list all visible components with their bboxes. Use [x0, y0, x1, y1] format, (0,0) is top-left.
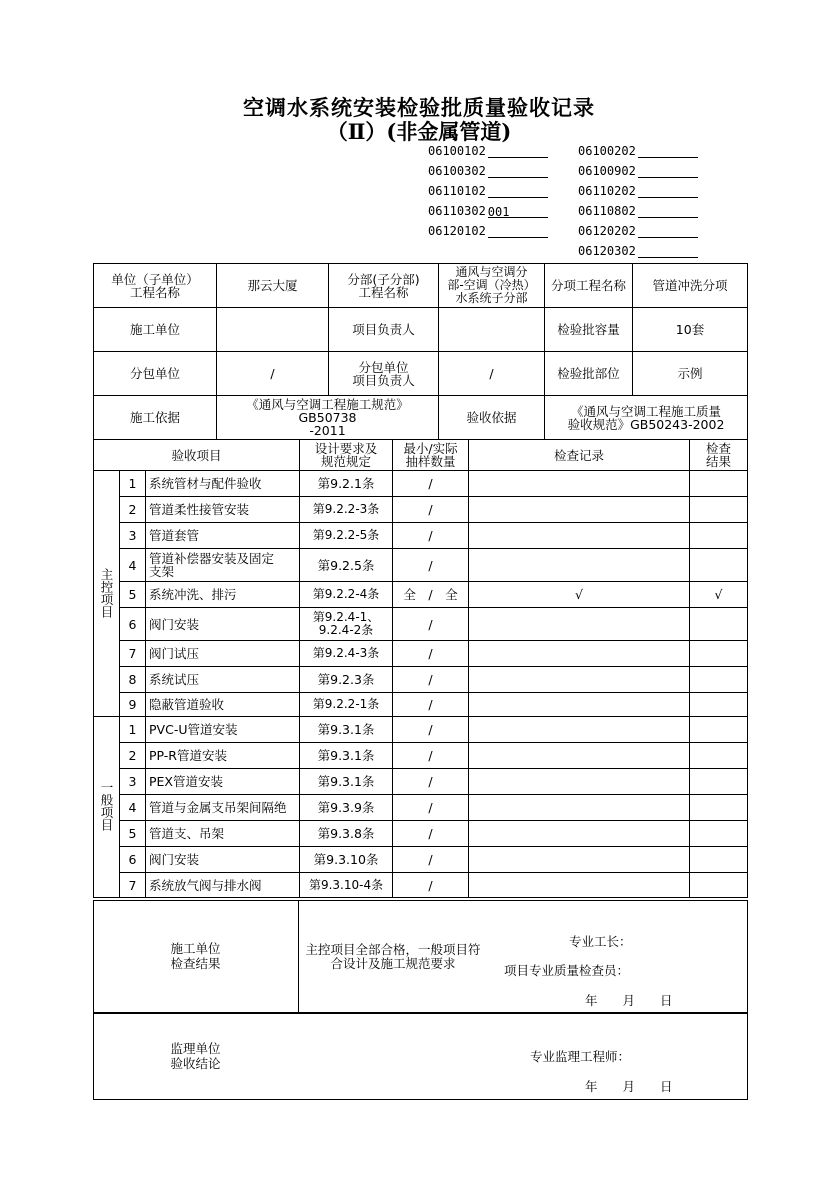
col-requirement-header: 设计要求及 规范规定 [300, 440, 393, 471]
table-row [94, 497, 748, 523]
item-number: 7 [120, 641, 146, 667]
table-row [94, 847, 748, 873]
code-number: 06120202 [578, 224, 636, 238]
item-requirement: 第9.2.5条 [300, 549, 393, 582]
item-number: 4 [120, 549, 146, 582]
code-entry [578, 184, 698, 198]
table-row [94, 873, 748, 898]
code-entry [428, 204, 548, 218]
item-name: PVC-U管道安装 [146, 717, 300, 743]
item-name: 系统管材与配件验收 [146, 471, 300, 497]
basis-label: 施工依据 [94, 396, 217, 440]
item-name: 管道套管 [146, 523, 300, 549]
item-sampling: 全 / 全 [393, 582, 469, 608]
item-sampling: / [393, 847, 469, 873]
basis-value: 《通风与空调工程施工规范》GB50738 -2011 [217, 396, 439, 440]
item-name: 系统放气阀与排水阀 [146, 873, 300, 898]
item-number: 8 [120, 667, 146, 693]
item-result [690, 717, 748, 743]
item-result [690, 608, 748, 641]
item-number: 1 [120, 717, 146, 743]
subitem-value: 管道冲洗分项 [633, 264, 748, 308]
item-result [690, 549, 748, 582]
item-number: 1 [120, 471, 146, 497]
table-row [94, 717, 748, 743]
item-requirement: 第9.2.1条 [300, 471, 393, 497]
item-record [469, 667, 690, 693]
contractor-conclusion: 主控项目全部合格，一般项目符 合设计及施工规范要求 [305, 942, 481, 971]
code-fill-line [488, 145, 548, 158]
item-requirement: 第9.3.1条 [300, 717, 393, 743]
item-sampling: / [393, 667, 469, 693]
general-group [94, 717, 120, 898]
item-record [469, 549, 690, 582]
code-number: 06100202 [578, 144, 636, 158]
item-sampling: / [393, 693, 469, 717]
item-record [469, 608, 690, 641]
item-name: 系统试压 [146, 667, 300, 693]
item-record [469, 717, 690, 743]
code-fill-line [638, 245, 698, 258]
contractor-value [217, 308, 329, 352]
table-row [94, 608, 748, 641]
item-number: 5 [120, 821, 146, 847]
subitem-label: 分项工程名称 [545, 264, 633, 308]
form-title: 空调水系统安装检验批质量验收记录 [243, 95, 595, 120]
code-entry [428, 144, 548, 158]
division-label: 分部(子分部) 工程名称 [329, 264, 439, 308]
item-number: 3 [120, 769, 146, 795]
item-sampling: / [393, 873, 469, 898]
table-row [94, 743, 748, 769]
code-fill-line [638, 165, 698, 178]
header-table [93, 263, 748, 440]
code-fill-line: 001 [488, 205, 548, 218]
supervisor-check-label: 监理单位 验收结论 [170, 1041, 221, 1071]
item-record [469, 795, 690, 821]
code-fill-line [488, 225, 548, 238]
item-sampling: / [393, 743, 469, 769]
code-number: 06100302 [428, 164, 486, 178]
code-fill-line [638, 205, 698, 218]
code-fill-line [638, 225, 698, 238]
item-name: 阀门安装 [146, 847, 300, 873]
code-fill-line [638, 185, 698, 198]
code-number: 06100102 [428, 144, 486, 158]
item-number: 6 [120, 847, 146, 873]
item-sampling: / [393, 641, 469, 667]
col-record-header: 检查记录 [469, 440, 690, 471]
location-value: 示例 [633, 352, 748, 396]
item-record [469, 641, 690, 667]
item-requirement: 第9.2.2-3条 [300, 497, 393, 523]
item-requirement: 第9.3.10-4条 [300, 873, 393, 898]
item-sampling: / [393, 471, 469, 497]
item-name: PEX管道安装 [146, 769, 300, 795]
col-sampling-header: 最小/实际 抽样数量 [393, 440, 469, 471]
item-requirement: 第9.2.4-3条 [300, 641, 393, 667]
item-sampling: / [393, 795, 469, 821]
code-entry [578, 164, 698, 178]
main-control-group-label: 主控项目 [99, 567, 114, 618]
item-result [690, 693, 748, 717]
capacity-value: 10套 [633, 308, 748, 352]
table-row [94, 769, 748, 795]
capacity-label: 检验批容量 [545, 308, 633, 352]
unit-value: 那云大厦 [217, 264, 329, 308]
item-result [690, 667, 748, 693]
item-name: 管道支、吊架 [146, 821, 300, 847]
col-item-header: 验收项目 [94, 440, 300, 471]
table-row [94, 549, 748, 582]
item-sampling: / [393, 769, 469, 795]
item-requirement: 第9.2.2-1条 [300, 693, 393, 717]
item-result [690, 523, 748, 549]
item-result [690, 641, 748, 667]
code-entry [578, 204, 698, 218]
item-name: 隐蔽管道验收 [146, 693, 300, 717]
code-number: 06100902 [578, 164, 636, 178]
table-row [94, 582, 748, 608]
pm-value [439, 308, 545, 352]
contractor-check-label: 施工单位 检查结果 [170, 941, 221, 971]
supervisor-date: 年 月 日 [585, 1079, 673, 1094]
item-result [690, 821, 748, 847]
code-fill-line [638, 145, 698, 158]
code-entry [428, 184, 548, 198]
accept-basis-label: 验收依据 [439, 396, 545, 440]
pm-label: 项目负责人 [329, 308, 439, 352]
sub-pm-label: 分包单位 项目负责人 [329, 352, 439, 396]
item-number: 7 [120, 873, 146, 898]
item-number: 3 [120, 523, 146, 549]
item-name: PP-R管道安装 [146, 743, 300, 769]
subcontractor-value: / [217, 352, 329, 396]
table-row [94, 641, 748, 667]
subcontractor-label: 分包单位 [94, 352, 217, 396]
item-record [469, 847, 690, 873]
item-record [469, 693, 690, 717]
main-control-group [94, 471, 120, 717]
code-fill-line [488, 185, 548, 198]
code-entry [428, 164, 548, 178]
item-result [690, 847, 748, 873]
item-record [469, 821, 690, 847]
item-record [469, 523, 690, 549]
item-number: 9 [120, 693, 146, 717]
contractor-date: 年 月 日 [585, 993, 673, 1008]
item-requirement: 第9.3.9条 [300, 795, 393, 821]
code-number: 06120302 [578, 244, 636, 258]
code-number: 06110202 [578, 184, 636, 198]
item-requirement: 第9.2.4-1、 9.2.4-2条 [300, 608, 393, 641]
foreman-label: 专业工长： [569, 934, 632, 949]
item-name: 阀门安装 [146, 608, 300, 641]
contractor-label: 施工单位 [94, 308, 217, 352]
item-name: 管道与金属支吊架间隔绝 [146, 795, 300, 821]
supervisor-engineer-label: 专业监理工程师： [530, 1049, 631, 1064]
item-requirement: 第9.2.2-4条 [300, 582, 393, 608]
code-number: 06110802 [578, 204, 636, 218]
sub-pm-value: / [439, 352, 545, 396]
item-result [690, 873, 748, 898]
item-number: 5 [120, 582, 146, 608]
item-sampling: / [393, 549, 469, 582]
item-record [469, 769, 690, 795]
item-number: 4 [120, 795, 146, 821]
item-record: √ [469, 582, 690, 608]
item-record [469, 471, 690, 497]
inspection-items-table [93, 439, 748, 898]
item-requirement: 第9.3.1条 [300, 769, 393, 795]
item-result [690, 471, 748, 497]
item-record [469, 497, 690, 523]
item-name: 管道柔性接管安装 [146, 497, 300, 523]
item-sampling: / [393, 608, 469, 641]
inspector-label: 项目专业质量检查员： [504, 963, 630, 978]
item-result [690, 795, 748, 821]
item-name: 系统冲洗、排污 [146, 582, 300, 608]
code-number: 06110102 [428, 184, 486, 198]
code-entry [578, 144, 698, 158]
item-number: 6 [120, 608, 146, 641]
table-row [94, 471, 748, 497]
code-number: 06110302 [428, 204, 486, 218]
item-result [690, 743, 748, 769]
item-number: 2 [120, 497, 146, 523]
item-sampling: / [393, 523, 469, 549]
code-fill-line [488, 165, 548, 178]
table-row [94, 667, 748, 693]
code-entry [578, 244, 698, 258]
item-result [690, 769, 748, 795]
item-sampling: / [393, 821, 469, 847]
item-requirement: 第9.3.1条 [300, 743, 393, 769]
general-group-label: 一般项目 [99, 781, 114, 831]
code-number: 06120102 [428, 224, 486, 238]
code-entry [428, 224, 548, 238]
item-result [690, 497, 748, 523]
item-name: 管道补偿器安装及固定 支架 [146, 549, 300, 582]
item-name: 阀门试压 [146, 641, 300, 667]
accept-basis-value: 《通风与空调工程施工质量 验收规范》GB50243-2002 [545, 396, 748, 440]
code-entry [578, 224, 698, 238]
item-record [469, 873, 690, 898]
location-label: 检验批部位 [545, 352, 633, 396]
item-record [469, 743, 690, 769]
col-result-header: 检查 结果 [690, 440, 748, 471]
table-row [94, 523, 748, 549]
item-result: √ [690, 582, 748, 608]
form-subtitle: （Ⅱ）(非金属管道) [326, 119, 512, 144]
table-row [94, 821, 748, 847]
item-number: 2 [120, 743, 146, 769]
item-requirement: 第9.2.3条 [300, 667, 393, 693]
table-row [94, 693, 748, 717]
item-sampling: / [393, 717, 469, 743]
table-row [94, 795, 748, 821]
item-requirement: 第9.3.8条 [300, 821, 393, 847]
division-value: 通风与空调分 部-空调（冷热） 水系统子分部 [439, 264, 545, 308]
item-sampling: / [393, 497, 469, 523]
unit-label: 单位（子单位） 工程名称 [94, 264, 217, 308]
item-requirement: 第9.3.10条 [300, 847, 393, 873]
item-requirement: 第9.2.2-5条 [300, 523, 393, 549]
